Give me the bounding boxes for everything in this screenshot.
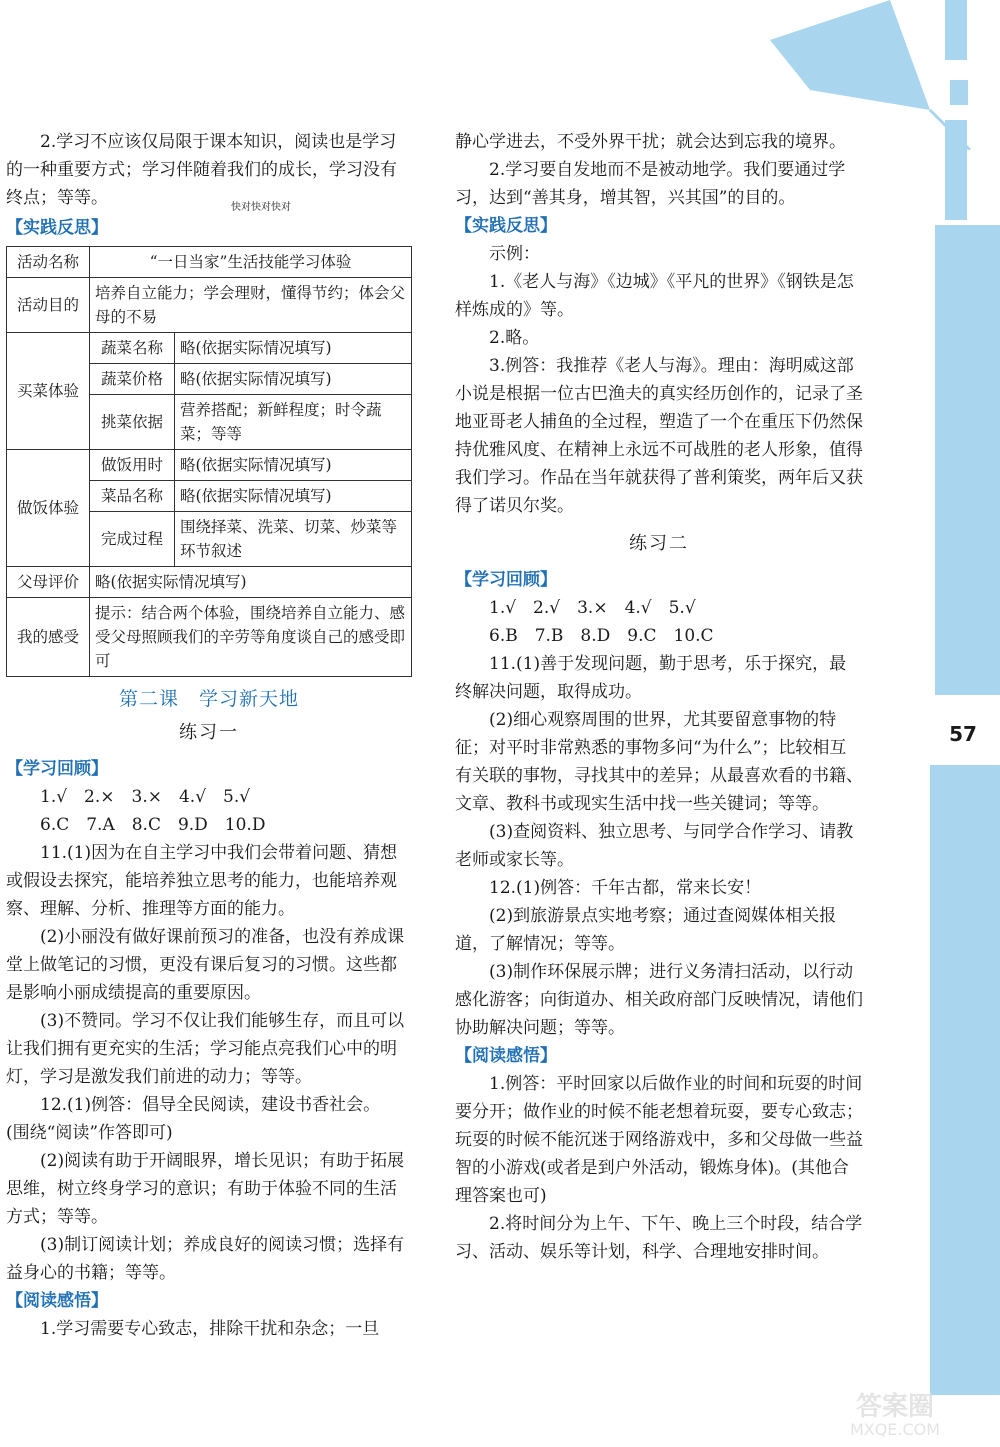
answer-paragraph: 2.略。	[489, 328, 540, 348]
answer-paragraph: 11.(1)因为在自主学习中我们会带着问题、猜想或假设去探究，能培养独立思考的能力，也能培养观察、理解、分析、推理等方面的能力。	[6, 843, 398, 919]
purpose-label: 活动目的	[7, 278, 90, 333]
margin-band-lower	[930, 765, 1000, 1395]
answer-paragraph: (3)查阅资料、独立思考、与同学合作学习、请教老师或家长等。	[455, 822, 854, 870]
activity-table	[6, 246, 412, 677]
watermark-logo	[800, 1385, 990, 1440]
answer-paragraph: 1.学习需要专心致志，排除干扰和杂念；一旦	[40, 1319, 380, 1339]
answer-paragraph: 2.学习要自发地而不是被动地学。我们要通过学习，达到“善其身，增其智，兴其国”的目的。	[455, 160, 846, 208]
answer-paragraph: 2.将时间分为上午、下午、晚上三个时段，结合学习、活动、娱乐等计划，科学、合理地安排时间。	[455, 1214, 863, 1262]
reading-tag: 【阅读感悟】	[6, 1291, 108, 1311]
answers-row: 1.√ 2.× 3.× 4.√ 5.√	[40, 787, 251, 807]
page-number: 57	[949, 722, 977, 746]
exercise-title: 练习二	[629, 533, 689, 554]
margin-band-upper	[935, 225, 1000, 695]
answer-paragraph: (2)小丽没有做好课前预习的准备，也没有养成课堂上做笔记的习惯，更没有课后复习的习惯。这些都是影响小丽成绩提高的重要原因。	[6, 927, 405, 1003]
buy-label: 买菜体验	[7, 333, 90, 450]
answer-paragraph: 11.(1)善于发现问题，勤于思考，乐于探究，最终解决问题，取得成功。	[455, 654, 847, 702]
cook-row-key: 做饭用时	[90, 450, 175, 481]
activity-name-value: “一日当家”生活技能学习体验	[90, 247, 412, 278]
purpose-value: 培养自立能力；学会理财，懂得节约；体会父母的不易	[90, 278, 412, 333]
left-column	[6, 128, 412, 1343]
cook-label: 做饭体验	[7, 450, 90, 567]
svg-text:答案圈: 答案圈	[855, 1392, 935, 1422]
answers-row: 6.C 7.A 8.C 9.D 10.D	[40, 815, 266, 835]
review-tag: 【学习回顾】	[455, 570, 557, 590]
svg-text:MXQE.COM: MXQE.COM	[849, 1420, 941, 1439]
cook-row-value: 略(依据实际情况填写)	[175, 450, 412, 481]
buy-row-key: 挑菜依据	[90, 395, 175, 450]
answer-paragraph: (3)制订阅读计划；养成良好的阅读习惯；选择有益身心的书籍；等等。	[6, 1235, 405, 1283]
answer-paragraph: (2)到旅游景点实地考察；通过查阅媒体相关报道，了解情况；等等。	[455, 906, 837, 954]
answers-row: 1.√ 2.√ 3.× 4.√ 5.√	[489, 598, 696, 618]
cook-row-value: 围绕择菜、洗菜、切菜、炒菜等环节叙述	[175, 512, 412, 567]
activity-name-label: 活动名称	[7, 247, 90, 278]
buy-row-key: 蔬菜价格	[90, 364, 175, 395]
answer-paragraph: 12.(1)例答：千年古都，常来长安！	[489, 878, 762, 898]
intro-paragraph: 2.学习不应该仅局限于课本知识，阅读也是学习的一种重要方式；学习伴随着我们的成长，学习没有终点；等等。	[6, 132, 397, 208]
cook-row-key: 完成过程	[90, 512, 175, 567]
right-column	[455, 128, 863, 1266]
practice-tag: 【实践反思】	[455, 216, 557, 236]
buy-row-value: 略(依据实际情况填写)	[175, 333, 412, 364]
continued-paragraph: 静心学进去，不受外界干扰；就会达到忘我的境界。	[455, 132, 846, 152]
parent-value: 略(依据实际情况填写)	[90, 567, 412, 598]
feeling-label: 我的感受	[7, 598, 90, 677]
margin-bar-1	[945, 0, 967, 60]
example-label: 示例：	[489, 244, 540, 264]
cook-row-value: 略(依据实际情况填写)	[175, 481, 412, 512]
margin-bar-3	[945, 120, 967, 220]
small-note: 快对快对快对	[231, 202, 291, 213]
parent-label: 父母评价	[7, 567, 90, 598]
buy-row-key: 蔬菜名称	[90, 333, 175, 364]
answers-row: 6.B 7.B 8.D 9.C 10.C	[489, 626, 714, 646]
feeling-value: 提示：结合两个体验，围绕培养自立能力、感受父母照顾我们的辛劳等角度谈自己的感受即可	[90, 598, 412, 677]
exercise-title: 练习一	[179, 722, 239, 743]
review-tag: 【学习回顾】	[6, 759, 108, 779]
practice-tag: 【实践反思】	[6, 218, 108, 238]
answer-paragraph: 1.例答：平时回家以后做作业的时间和玩耍的时间要分开；做作业的时候不能老想着玩耍，要专心致志；玩耍的时候不能沉迷于网络游戏中，多和父母做一些益智的小游戏(或者是到户外活动，锻炼身体)。(其他合理答案也可)	[455, 1074, 863, 1206]
answer-paragraph: 3.例答：我推荐《老人与海》。理由：海明威这部小说是根据一位古巴渔夫的真实经历创作的，记录了圣地亚哥老人捕鱼的全过程，塑造了一个在重压下仍然保持优雅风度、在精神上永远不可战胜的老人形象，值得我们学习。作品在当年就获得了普利策奖，两年后又获得了诺贝尔奖。	[455, 356, 863, 516]
margin-bar-2	[950, 80, 968, 105]
answer-paragraph: 1.《老人与海》《边城》《平凡的世界》《钢铁是怎样炼成的》等。	[455, 272, 854, 320]
answer-paragraph: (3)不赞同。学习不仅让我们能够生存，而且可以让我们拥有更充实的生活；学习能点亮我们心中的明灯，学习是激发我们前进的动力；等等。	[6, 1011, 405, 1087]
answer-paragraph: (2)细心观察周围的世界，尤其要留意事物的特征；对平时非常熟悉的事物多问“为什么”；比较相互有关联的事物，寻找其中的差异；从最喜欢看的书籍、文章、教科书或现实生活中找一些关键词；等等。	[455, 710, 863, 814]
cook-row-key: 菜品名称	[90, 481, 175, 512]
answer-paragraph: (围绕“阅读”作答即可)	[6, 1123, 173, 1143]
answer-paragraph: 12.(1)例答：倡导全民阅读，建设书香社会。	[40, 1095, 381, 1115]
buy-row-value: 营养搭配；新鲜程度；时令蔬菜；等等	[175, 395, 412, 450]
buy-row-value: 略(依据实际情况填写)	[175, 364, 412, 395]
answer-paragraph: (2)阅读有助于开阔眼界，增长见识；有助于拓展思维，树立终身学习的意识；有助于体验不同的生活方式；等等。	[6, 1151, 405, 1227]
reading-tag: 【阅读感悟】	[455, 1046, 557, 1066]
lesson-title: 第二课 学习新天地	[118, 688, 299, 710]
answer-paragraph: (3)制作环保展示牌；进行义务清扫活动，以行动感化游客；向街道办、相关政府部门反映情况，请他们协助解决问题；等等。	[455, 962, 863, 1038]
